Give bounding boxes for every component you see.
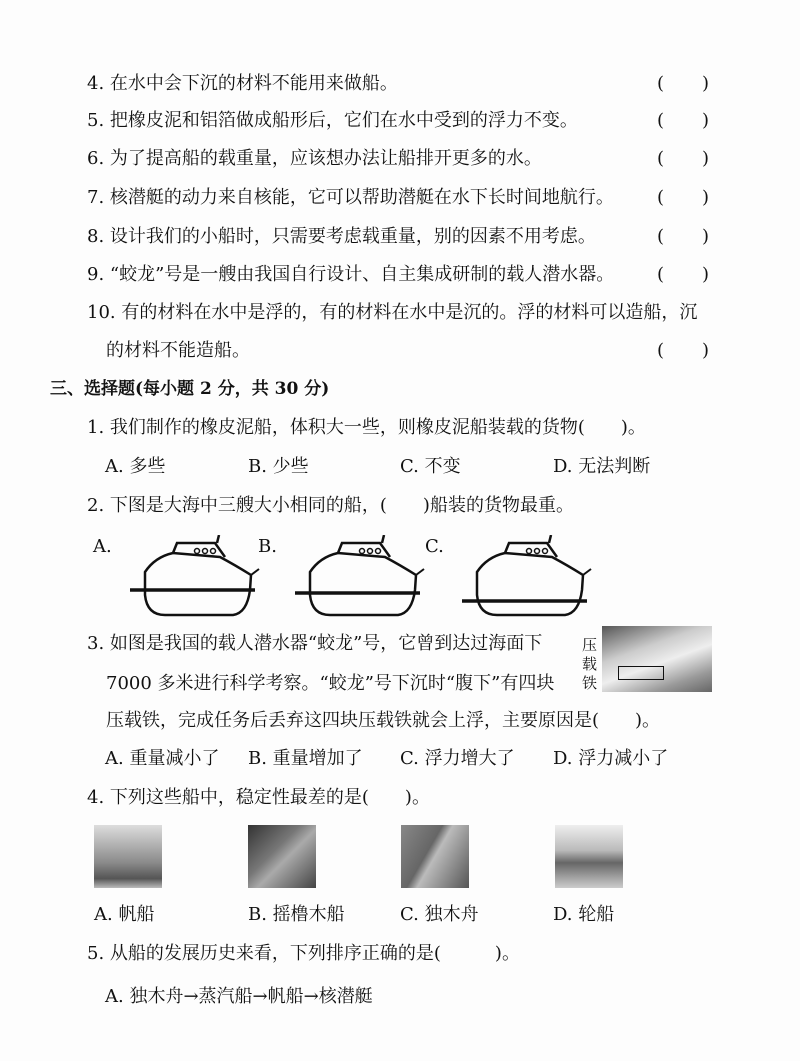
q2-text: 2. 下图是大海中三艘大小相同的船，( )船装的货物最重。 (87, 495, 574, 516)
judge-item-10: 10. 有的材料在水中是浮的，有的材料在水中是沉的。浮的材料可以造船，沉 (87, 302, 698, 323)
ballast-box (618, 666, 664, 680)
q3-option-c[interactable]: C. 浮力增大了 (400, 748, 515, 769)
q1-option-c[interactable]: C. 不变 (400, 456, 461, 477)
q3-line-3: 压载铁，完成任务后丢弃这四块压载铁就会上浮，主要原因是( )。 (106, 710, 661, 731)
boat-a (130, 535, 259, 615)
answer-paren[interactable] (657, 225, 709, 249)
jiaolong-submersible-photo (602, 626, 712, 692)
q3-option-b[interactable]: B. 重量增加了 (248, 748, 363, 769)
q4-option-a[interactable]: A. 帆船 (94, 904, 155, 925)
q2-option-a[interactable]: A. (93, 536, 112, 557)
boats-figure (0, 535, 800, 625)
section-3-title: 三、选择题(每小题 2 分，共 30 分) (50, 379, 330, 399)
paren-close: ) (701, 148, 709, 169)
judge-item-10-cont: 的材料不能造船。 (106, 340, 250, 361)
q1-text: 1. 我们制作的橡皮泥船，体积大一些，则橡皮泥船装载的货物( )。 (87, 417, 646, 438)
paren-close: ) (701, 73, 709, 94)
paren-open: ( (657, 148, 665, 169)
q1-option-d[interactable]: D. 无法判断 (553, 456, 651, 477)
paren-close: ) (701, 264, 709, 285)
answer-paren[interactable] (657, 109, 709, 133)
q4-text: 4. 下列这些船中，稳定性最差的是( )。 (87, 787, 430, 808)
q5-text: 5. 从船的发展历史来看，下列排序正确的是( )。 (87, 943, 520, 964)
ballast-label: 压载铁 (582, 636, 598, 692)
judge-item-6: 6. 为了提高船的载重量，应该想办法让船排开更多的水。 (87, 148, 542, 169)
q1-option-a[interactable]: A. 多些 (105, 456, 166, 477)
sailboat-photo (94, 825, 162, 888)
q3-line-1: 3. 如图是我国的载人潜水器“蛟龙”号，它曾到达过海面下 (87, 633, 543, 654)
answer-paren[interactable] (657, 72, 709, 96)
q2-option-b[interactable]: B. (258, 536, 277, 557)
paren-close: ) (701, 340, 709, 361)
q4-option-b[interactable]: B. 摇橹木船 (248, 904, 345, 925)
answer-paren[interactable] (657, 263, 709, 287)
q4-option-d[interactable]: D. 轮船 (553, 904, 615, 925)
judge-item-8: 8. 设计我们的小船时，只需要考虑载重量，别的因素不用考虑。 (87, 226, 596, 247)
paren-close: ) (701, 187, 709, 208)
q1-option-b[interactable]: B. 少些 (248, 456, 309, 477)
q3-option-a[interactable]: A. 重量减小了 (105, 748, 220, 769)
paren-close: ) (701, 110, 709, 131)
steamship-photo (555, 825, 623, 888)
paren-open: ( (657, 110, 665, 131)
q3-option-d[interactable]: D. 浮力减小了 (553, 748, 669, 769)
q5-option-a[interactable]: A. 独木舟→蒸汽船→帆船→核潜艇 (105, 986, 373, 1007)
judge-item-4: 4. 在水中会下沉的材料不能用来做船。 (87, 73, 398, 94)
paren-open: ( (657, 187, 665, 208)
judge-item-7: 7. 核潜艇的动力来自核能，它可以帮助潜艇在水下长时间地航行。 (87, 187, 614, 208)
paren-open: ( (657, 264, 665, 285)
paren-open: ( (657, 340, 665, 361)
answer-paren[interactable] (657, 147, 709, 171)
paren-open: ( (657, 226, 665, 247)
q4-option-c[interactable]: C. 独木舟 (400, 904, 479, 925)
answer-paren[interactable] (657, 339, 709, 363)
judge-item-9: 9. “蛟龙”号是一艘由我国自行设计、自主集成研制的载人潜水器。 (87, 264, 615, 285)
paren-close: ) (701, 226, 709, 247)
paren-open: ( (657, 73, 665, 94)
q2-option-c[interactable]: C. (425, 536, 444, 557)
q3-line-2: 7000 多米进行科学考察。“蛟龙”号下沉时“腹下”有四块 (106, 673, 555, 694)
dugout-canoe-photo (401, 825, 469, 888)
boat-c (462, 535, 591, 615)
boat-b (295, 535, 424, 615)
judge-item-5: 5. 把橡皮泥和铝箔做成船形后，它们在水中受到的浮力不变。 (87, 110, 578, 131)
answer-paren[interactable] (657, 186, 709, 210)
rowboat-photo (248, 825, 316, 888)
